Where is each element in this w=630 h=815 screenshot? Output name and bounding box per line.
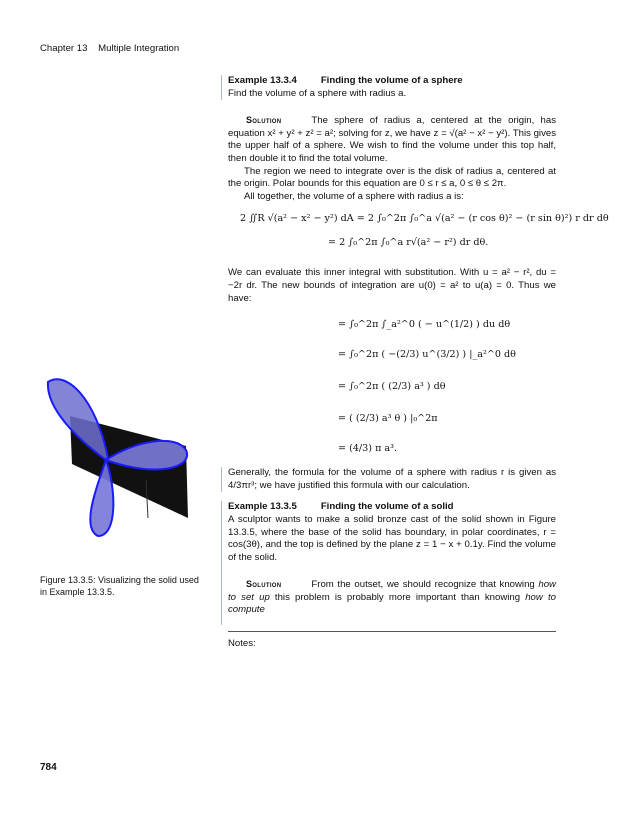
solution-paragraph-1: Solution The sphere of radius a, centered at the origin, has equation x² + y² + z² = a²; solving for z, we have z = √(a² − x² − y²). This gives the upper half of a sphere. We wish to find the volume under this top half, then double it to find the total volume.	[228, 115, 556, 164]
main-column	[228, 75, 609, 625]
example-number: Example 13.3.4	[228, 75, 297, 86]
solution-label: Solution	[246, 579, 282, 590]
equation-2: = 2 ∫₀^2π ∫₀^a r√(a² − r²) dr dθ.	[328, 237, 489, 249]
chapter-title: Multiple Integration	[98, 43, 180, 54]
example-prompt: A sculptor wants to make a solid bronze cast of the solid shown in Figure 13.3.5, where the base of the solid has boundary, in polar coordinates, r = cos(3θ), and the top is defined by the plane z = 1 − x + 0.1y. Find the volume of the solid.	[228, 513, 556, 563]
example-prompt: Find the volume of a sphere with radius a.	[228, 87, 407, 99]
example-title: Finding the volume of a sphere	[320, 75, 463, 86]
example-13-3-4-conclusion	[221, 467, 556, 492]
solution-paragraph-2: The region we need to integrate over is the disk of radius a, centered at the origin. Polar bounds for this equation are 0 ≤ r ≤ a, 0 ≤ θ ≤ 2π.	[228, 165, 556, 190]
example-13-3-4	[221, 75, 556, 100]
example-heading	[228, 501, 556, 514]
substitution-paragraph: We can evaluate this inner integral with substitution. With u = a² − r², du = −2r dr. The new bounds of integration are u(0) = a² to u(a) = 0. Thus we have:	[228, 267, 556, 304]
solution-label: Solution	[246, 115, 282, 126]
equation-4: = ∫₀^2π ( −(2/3) u^(3/2) ) |_a²^0 dθ	[338, 349, 516, 361]
figure-caption: Figure 13.3.5: Visualizing the solid used in Example 13.3.5.	[40, 575, 199, 597]
solution-paragraph-3: All together, the volume of a sphere with radius a is:	[244, 190, 464, 202]
page-number: 784	[40, 762, 57, 773]
notes-label: Notes:	[228, 638, 256, 649]
example-heading	[228, 75, 556, 88]
caption-rule	[221, 572, 222, 614]
equation-1: 2 ∬R √(a² − x² − y²) dA = 2 ∫₀^2π ∫₀^a √(a² − (r cos θ)² − (r sin θ)²) r dr dθ	[240, 213, 609, 225]
example-title: Finding the volume of a solid	[320, 501, 454, 513]
conclusion-paragraph: Generally, the formula for the volume of a sphere with radius r is given as 4/3πr³; we have justified this formula with our calculation.	[228, 467, 556, 491]
chapter-label: Chapter 13	[40, 43, 88, 54]
running-header	[40, 43, 187, 56]
equation-5: = ∫₀^2π ( (2/3) a³ ) dθ	[338, 381, 446, 393]
notes-rule	[228, 631, 556, 632]
figure-13-3-5	[36, 368, 206, 538]
solution-paragraph-1: Solution From the outset, we should recognize that knowing how to set up this problem is probably more important than knowing how to compute	[228, 579, 556, 616]
equation-6: = ( (2/3) a³ θ ) |₀^2π	[338, 413, 438, 425]
example-number: Example 13.3.5	[228, 501, 297, 513]
equation-3: = ∫₀^2π ∫_a²^0 ( − u^(1/2) ) du dθ	[338, 319, 511, 331]
example-13-3-5	[221, 501, 556, 625]
equation-7: = (4/3) π a³.	[338, 443, 398, 455]
